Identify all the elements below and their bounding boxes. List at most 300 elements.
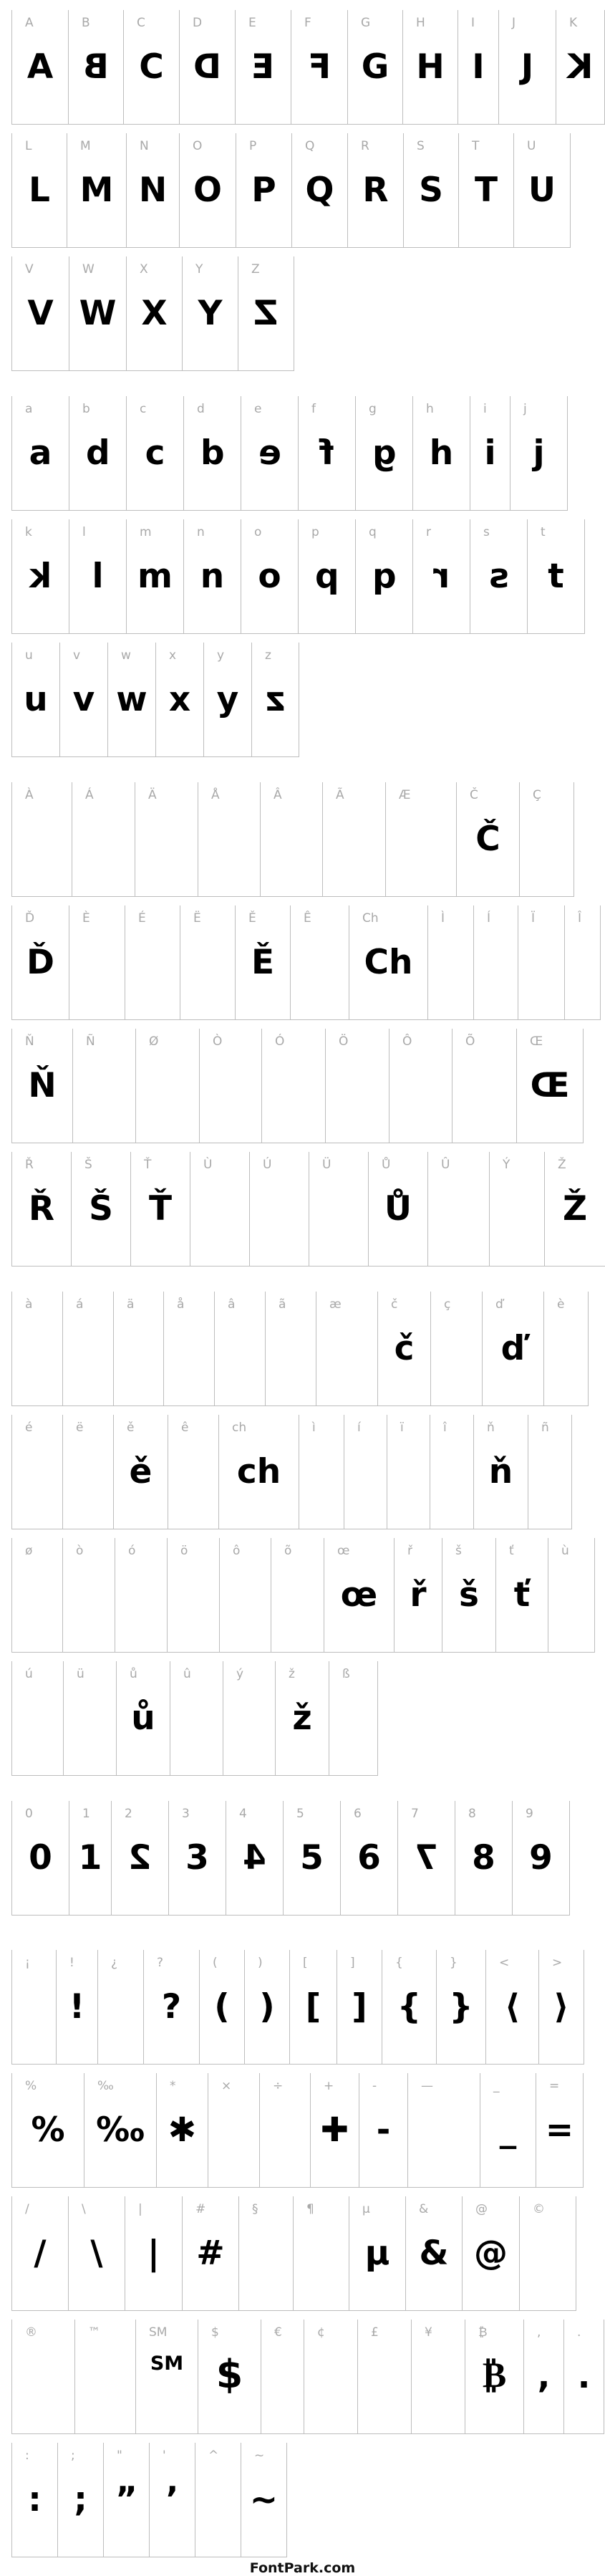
char-cell [394,1538,442,1653]
char-glyph: \ [90,2234,103,2273]
char-glyph: µ [364,2234,390,2273]
char-code-label: > [552,1956,563,1970]
char-code-label: O [193,139,203,153]
char-code-label: _ [493,2079,500,2093]
char-glyph: T [474,170,498,210]
char-glyph: R [362,170,389,210]
char-glyph: Ť [148,1189,173,1229]
char-code-label: R [361,139,369,153]
char-code-label: ¿ [111,1956,118,1970]
char-cell [59,643,107,757]
char-cell [208,2073,259,2188]
char-code-label: SM [149,2325,168,2340]
char-row [11,2196,605,2311]
char-code-label: ů [130,1667,137,1681]
char-cell [377,1292,430,1406]
char-code-label: š [455,1544,462,1558]
char-cell [179,10,235,125]
char-cell [199,1029,261,1143]
char-glyph: , [537,2357,551,2396]
char-glyph: 1 [78,1838,102,1878]
char-glyph: 6 [357,1838,381,1878]
char-cell [126,519,183,634]
char-code-label: + [324,2079,334,2093]
char-cell [182,256,238,371]
char-code-label: Ñ [86,1034,95,1049]
char-cell [480,2073,536,2188]
char-cell [299,1415,344,1529]
char-code-label: . [577,2325,581,2340]
row-end-border [377,1661,378,1776]
char-cell [298,519,355,634]
char-code-label: " [117,2448,122,2463]
char-code-label: ® [25,2325,37,2340]
char-code-label: I [471,16,475,30]
char-cell [548,1538,594,1653]
char-glyph: ž [292,1698,312,1738]
char-row [11,10,605,125]
char-cell [11,1661,63,1776]
char-glyph: | [147,2234,160,2273]
char-code-label: ! [69,1956,74,1970]
char-cell [123,10,179,125]
char-code-label: Ň [25,1034,34,1049]
char-glyph: Œ [530,1066,570,1105]
char-cell [244,1950,289,2065]
char-code-label: @ [475,2202,488,2216]
char-cell [519,782,573,897]
char-glyph: Ř [28,1189,55,1229]
char-glyph: K [567,47,594,87]
char-code-label: € [274,2325,282,2340]
char-glyph: Q [305,170,334,210]
char-code-label: ™ [88,2325,100,2340]
char-cell [271,1538,324,1653]
char-cell [168,1801,226,1916]
char-code-label: \ [82,2202,86,2216]
char-cell [62,1415,113,1529]
char-glyph: Ě [251,943,275,982]
char-glyph: z [265,680,286,719]
char-glyph: ň [488,1452,513,1491]
char-cell [62,1292,113,1406]
char-code-label: × [221,2079,232,2093]
char-cell [236,133,291,248]
char-code-label: Ã [336,788,344,802]
char-code-label: h [426,402,434,416]
char-row [11,1152,605,1267]
char-cell [72,782,135,897]
char-code-label: Û [441,1158,450,1172]
char-code-label: Z [251,262,260,277]
char-code-label: ü [77,1667,84,1681]
char-cell [538,1950,584,2065]
char-cell [168,1415,218,1529]
char-code-label: Ç [533,788,541,802]
row-end-border [570,133,571,248]
char-cell [298,396,355,511]
char-code-label: Ò [213,1034,223,1049]
char-code-label: V [25,262,34,277]
char-cell [226,1801,283,1916]
char-cell [11,10,68,125]
char-code-label: $ [211,2325,219,2340]
char-cell [241,2443,286,2557]
char-glyph: H [416,47,445,87]
char-code-label: * [170,2079,176,2093]
char-code-label: ‰ [97,2079,114,2093]
char-cell [11,1415,62,1529]
char-cell [544,1152,605,1267]
char-code-label: Â [274,788,282,802]
char-code-label: 0 [25,1807,33,1821]
char-cell [513,133,570,248]
char-cell [344,1415,387,1529]
char-glyph: ch [236,1452,281,1491]
char-code-label: Î [578,911,582,926]
char-row [11,519,605,634]
char-glyph: S [419,170,443,210]
char-glyph: č [394,1329,415,1368]
char-glyph: ] [352,1987,367,2027]
char-cell [527,519,584,634]
char-code-label: ~ [254,2448,265,2463]
char-cell [203,643,251,757]
char-code-label: ç [444,1297,451,1312]
char-row [11,1801,605,1916]
char-glyph: { [397,1987,422,2027]
char-glyph: s [488,557,509,596]
char-cell [357,2320,411,2434]
char-cell [293,2196,349,2311]
char-code-label: H [416,16,425,30]
char-row [11,133,605,248]
char-cell [304,2320,357,2434]
char-code-label: M [80,139,91,153]
char-cell [516,1029,583,1143]
char-row [11,782,605,897]
char-glyph: ! [69,1987,85,2027]
char-glyph: % [31,2110,65,2150]
char-code-label: U [527,139,536,153]
char-glyph: n [200,557,225,596]
char-cell [436,1950,485,2065]
char-cell [69,396,126,511]
char-code-label: ì [312,1421,316,1435]
char-code-label: | [138,2202,142,2216]
char-glyph: C [139,47,164,87]
char-glyph: h [429,433,454,473]
char-cell [126,396,183,511]
char-code-label: 1 [82,1807,90,1821]
char-code-label: { [395,1956,403,1970]
char-cell [135,1029,199,1143]
char-cell [337,1950,382,2065]
char-cell [411,2320,465,2434]
char-code-label: N [140,139,149,153]
char-code-label: / [25,2202,29,2216]
char-cell [324,1538,394,1653]
char-cell [465,2320,523,2434]
char-code-label: ] [350,1956,355,1970]
char-cell [238,256,294,371]
char-cell [68,10,123,125]
char-cell [556,10,604,125]
char-cell [11,1950,56,2065]
char-cell [458,10,498,125]
char-cell [389,1029,452,1143]
char-row [11,1950,605,2065]
char-cell [275,1661,329,1776]
char-glyph: U [528,170,556,210]
char-cell [289,1950,337,2065]
char-cell [195,2443,241,2557]
char-cell [74,2320,135,2434]
char-cell [72,1029,135,1143]
char-code-label: - [372,2079,377,2093]
char-glyph: M [79,170,114,210]
char-code-label: Ó [275,1034,285,1049]
char-code-label: Ä [148,788,157,802]
char-cell [198,782,260,897]
char-glyph: ‰ [96,2110,145,2150]
char-code-label: õ [284,1544,292,1558]
char-cell [412,519,470,634]
char-cell [57,2443,103,2557]
char-code-label: Ë [193,911,201,926]
char-code-label: Ù [203,1158,213,1172]
char-glyph: x [168,680,191,719]
char-cell [198,2320,261,2434]
char-code-label: ô [233,1544,241,1558]
char-cell [482,1292,543,1406]
char-code-label: î [443,1421,447,1435]
char-code-label: à [25,1297,33,1312]
char-glyph: p [314,557,339,596]
char-code-label: a [25,402,33,416]
char-cell [11,519,69,634]
char-row [11,1415,605,1529]
char-cell [291,10,347,125]
char-cell [349,2196,405,2311]
char-glyph: J [521,47,534,87]
char-code-label: % [25,2079,37,2093]
char-code-label: ch [232,1421,247,1435]
row-end-border [594,1538,595,1653]
char-code-label: E [248,16,256,30]
char-cell [218,1415,299,1529]
char-cell [564,905,600,1020]
char-code-label: : [25,2448,29,2463]
char-cell [11,2196,68,2311]
char-glyph: 2 [128,1838,152,1878]
char-glyph: Ů [384,1189,412,1229]
char-code-label: æ [329,1297,342,1312]
char-cell [62,1538,115,1653]
char-cell [563,2320,604,2434]
char-code-label: å [177,1297,185,1312]
char-glyph: y [216,680,239,719]
char-cell [260,782,322,897]
char-glyph: O [193,170,222,210]
char-cell [322,782,385,897]
char-code-label: 6 [354,1807,362,1821]
char-code-label: ê [181,1421,189,1435]
char-code-label: # [195,2202,206,2216]
char-cell [261,2320,304,2434]
char-code-label: Q [305,139,315,153]
char-glyph: ⟨ [504,1987,521,2027]
char-code-label: ) [258,1956,263,1970]
char-cell [238,2196,293,2311]
char-cell [470,396,510,511]
row-end-border [584,519,585,634]
char-glyph: A [26,47,54,87]
char-glyph: a [29,433,52,473]
char-cell [405,2196,462,2311]
char-glyph: D [193,47,221,87]
char-cell [235,905,290,1020]
char-cell [485,1950,538,2065]
char-glyph: @ [474,2234,508,2273]
fontpark-link[interactable]: FontPark.com [249,2560,356,2576]
char-code-label: Y [195,262,203,277]
char-cell [536,2073,583,2188]
char-row [11,1538,605,1653]
char-glyph: w [116,680,147,719]
char-code-label: J [512,16,516,30]
char-cell [56,1950,97,2065]
char-code-label: œ [337,1544,350,1558]
char-code-label: Ì [441,911,445,926]
row-end-border [588,1292,589,1406]
char-code-label: z [265,648,271,663]
char-glyph: ₿ [482,2353,507,2395]
char-cell [347,10,402,125]
char-code-label: Œ [530,1034,543,1049]
char-code-label: v [73,648,81,663]
char-code-label: Ď [25,911,35,926]
char-row [11,2320,605,2434]
char-cell [430,1415,473,1529]
char-glyph: I [472,47,485,87]
char-code-label: ¡ [25,1956,30,1970]
char-glyph: š [459,1575,479,1615]
char-cell [355,519,412,634]
char-glyph: 5 [300,1838,324,1878]
char-glyph: l [92,557,104,596]
char-cell [183,519,241,634]
char-cell [316,1292,377,1406]
char-cell [156,2073,208,2188]
char-code-label: w [121,648,131,663]
char-cell [84,2073,156,2188]
char-cell [310,2073,359,2188]
char-code-label: k [25,525,32,539]
char-cell [397,1801,455,1916]
char-cell [11,1292,62,1406]
char-glyph: ě [129,1452,153,1491]
char-code-label: ß [342,1667,350,1681]
char-code-label: q [369,525,377,539]
char-cell [180,905,235,1020]
char-cell [113,1292,163,1406]
char-cell [495,1538,548,1653]
char-glyph: t [548,557,564,596]
char-cell [427,905,473,1020]
char-code-label: Č [470,788,478,802]
char-code-label: â [228,1297,236,1312]
char-glyph: u [24,680,48,719]
char-cell [462,2196,519,2311]
char-cell [125,2196,182,2311]
char-code-label: u [25,648,33,663]
char-glyph: F [307,47,331,87]
char-cell [130,1152,190,1267]
char-glyph: 0 [29,1838,52,1878]
char-code-label: C [137,16,145,30]
char-cell [11,782,72,897]
char-glyph: } [449,1987,473,2027]
char-glyph: = [545,2110,574,2150]
char-glyph: B [83,47,109,87]
char-code-label: 2 [125,1807,132,1821]
char-code-label: A [25,16,34,30]
char-code-label: , [537,2325,541,2340]
char-cell [68,2196,125,2311]
char-glyph: # [196,2234,225,2273]
char-glyph: ” [115,2480,137,2519]
char-code-label: W [82,262,95,277]
char-glyph: œ [340,1575,378,1615]
char-cell [113,1415,168,1529]
char-cell [265,1292,316,1406]
char-row [11,1029,605,1143]
char-glyph: c [145,433,165,473]
row-end-border [286,2443,287,2557]
char-cell [427,1152,489,1267]
char-glyph: ) [259,1987,275,2027]
char-code-label: û [183,1667,191,1681]
char-cell [143,1950,199,2065]
char-row [11,1661,605,1776]
char-code-label: 5 [296,1807,304,1821]
char-glyph: Š [89,1189,113,1229]
char-code-label: ? [157,1956,164,1970]
char-code-label: ï [400,1421,404,1435]
char-code-label: ö [180,1544,188,1558]
char-cell [543,1292,588,1406]
char-cell [523,2320,563,2434]
char-code-label: X [140,262,148,277]
char-code-label: Ï [531,911,536,926]
char-cell [69,905,125,1020]
char-cell [455,1801,512,1916]
char-code-label: [ [303,1956,308,1970]
char-glyph: - [376,2110,391,2150]
char-code-label: Ø [149,1034,159,1049]
char-cell [458,133,513,248]
char-code-label: Ť [144,1158,152,1172]
char-code-label: P [249,139,257,153]
char-glyph: ť [513,1575,531,1615]
char-code-label: ò [76,1544,84,1558]
char-code-label: Ů [382,1158,391,1172]
char-glyph: E [251,47,275,87]
char-code-label: ¢ [317,2325,325,2340]
char-cell [473,905,518,1020]
char-code-label: 4 [239,1807,247,1821]
